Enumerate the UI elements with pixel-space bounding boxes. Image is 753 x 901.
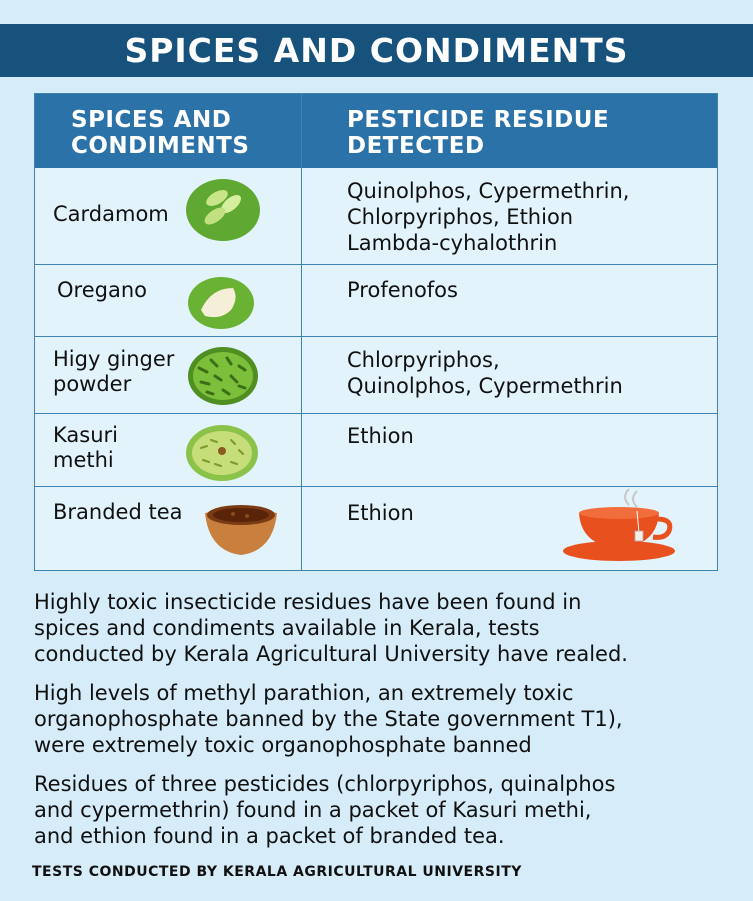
tea-bowl-icon xyxy=(203,501,279,559)
header-pesticide: PESTICIDE RESIDUE DETECTED xyxy=(347,107,610,159)
residue-list: Ethion xyxy=(347,501,414,525)
spice-name: Higy ginger powder xyxy=(53,347,175,396)
page-title: SPICES AND CONDIMENTS xyxy=(0,24,753,77)
table-header xyxy=(35,94,717,168)
paragraph-methyl-parathion: High levels of methyl parathion, an extremely toxic organophosphate banned by the State government T1), were extremely toxic organophosphate banned xyxy=(34,681,623,757)
table-row xyxy=(35,336,717,414)
table-row xyxy=(35,264,717,337)
table-row xyxy=(35,486,717,572)
spice-name: Cardamom xyxy=(53,202,169,226)
spice-name: Kasuri methi xyxy=(53,423,118,472)
table-row xyxy=(35,413,717,487)
tea-cup-icon xyxy=(559,487,679,567)
cardamom-icon xyxy=(185,178,261,242)
paragraph-residues: Residues of three pesticides (chlorpyriphos, quinalphos and cypermethrin) found in a packet of Kasuri methi, and ethion found in a packet of branded tea. xyxy=(34,772,616,848)
residue-list: Profenofos xyxy=(347,278,458,302)
residue-list: Ethion xyxy=(347,424,414,448)
spice-name: Branded tea xyxy=(53,500,183,524)
spice-name: Oregano xyxy=(57,278,147,302)
ginger-powder-icon xyxy=(187,346,259,406)
source-footer: TESTS CONDUCTED BY KERALA AGRICULTURAL UNIVERSITY xyxy=(32,864,522,880)
residue-list: Quinolphos, Cypermethrin, Chlorpyriphos, Ethion Lambda-cyhalothrin xyxy=(347,179,630,255)
table-row xyxy=(35,168,717,264)
header-spices: SPICES AND CONDIMENTS xyxy=(71,107,250,159)
pesticide-table xyxy=(34,93,718,571)
paragraph-findings: Highly toxic insecticide residues have been found in spices and condiments available in Kerala, tests conducted by Kerala Agricultural University have realed. xyxy=(34,590,628,666)
residue-list: Chlorpyriphos, Quinolphos, Cypermethrin xyxy=(347,348,623,398)
oregano-icon xyxy=(187,276,255,330)
kasuri-methi-icon xyxy=(185,424,259,482)
